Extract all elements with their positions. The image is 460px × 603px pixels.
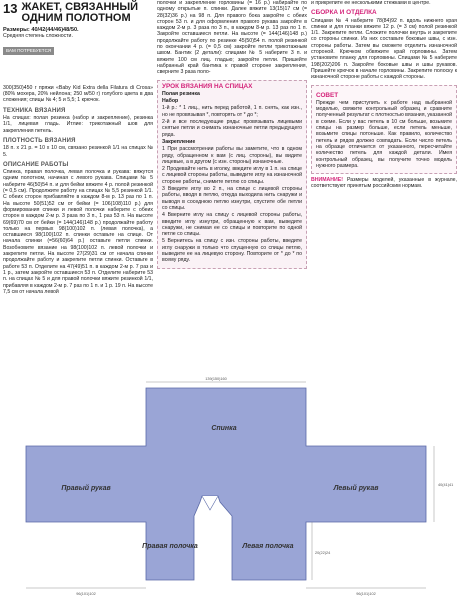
advice-text: Прежде чем приступить к работе над выбранной моделью, свяжите контрольный образец и сравните полученный результат с плотностью вязания, указанной в схеме. Если у вас петель в 10 см больше, возьмите спицы на размер больше, если петель меньше, возьмите спицы потоньше. Как правило, количество петель и рядов должно совпадать. Если число петель на образце отличается от указанного, пересчитайте количество петель для каждой детали. Имея контрольный образец, вы получите точно модель нужного размера.	[316, 99, 452, 169]
lesson-row1: 1-й р.: * 1 лиц., нить перед работой, 1 п. снять, как изн., но не провязывая *, повторять от * до *;	[162, 105, 302, 118]
lesson-all-rows: 2-й и все последующие ряды: провязывать лицевыми снятые петли и снимать изнаночные петли предыдущего ряда.	[162, 119, 302, 138]
label-right-front: Правая полочка	[142, 543, 198, 550]
dim-bottom-left: 96(101)102	[76, 592, 96, 596]
schema-svg	[6, 374, 454, 598]
description-continued: полочки и закрепление горловины (= 16 р.) набирайте по одному открытые п. спинки. Далее вяжите 13(15)17 см (= 28(32)36 р.) на 98 п. Для правого бока закройте с обеих сторон 53 п. и для оформления правого рукава закройте в каждом 2-м р. 3 раза по 3 п., в каждом 8-м р. 13 раз по 1 п. Закройте оставшиеся петли. На высоте (= 144(146)148 р.) продолжайте работу по резинке 45(50)54 п. полой резинкой по окончании 4 р. (= 0,5 см) закройте петли трикотажным швом. Бантик (2 детали): спицами № 5 наберите 3 п. и вяжите 100 см лиц. гладью; закройте петли. Пришейте набранный край бантика к правой стороне закрепления, сверните 3 раза поло-	[157, 0, 307, 76]
column-3	[311, 0, 457, 191]
description-text: Спинка, правая полочка, левая полочка и рукава: вяжутся одним полотном, начиная с левого рукава. Спицами № 5 наберите 46(50)54 п. и для бейки вяжите 4 р. полой резинкой (= 0,5 см). Продолжите работу на спицах № 5,5 резинкой 1/1. С обеих сторон прибавляйте в каждом 8-м р. 13 раз по 1 п. На высоте 50(51)52 см от бейки (= 106(108)110 р.) для формирования спинки и левой полочки наберите с обеих сторон в каждом 2-м р. 3 раза по 3 п., 1 раз 53 п. На высоте 69(69)70 см от бейки (= 144(146)148 р.) продолжайте работу только на первых 98(100)102 п. (левая полочка), а оставшиеся 98(100)102 п. спинки оставьте на спице. От начала спинки (=56(60)64 р.) оставьте петли спинки. Возобновите вязание на 98(100)102 п. левой полочки и закрепите петли. На высоте 27(29)31 см от начала спинки продолжайте работу и закрепите петли спинки. Оставьте в работе 53 п. Отделите на 47(49)51 п. в каждом 2-м р. 7 раз и 1 р., затем закройте оставшиеся 53 п. Отделите наберите 53 п. на спицах № 5 и для правой полочки вяжите резинкой 1/1, прибавляя в каждом 2-м р. 7 раз по 1 п. и 1 р. 19 п. На высоте 7,5 см от начала левой	[3, 169, 153, 295]
label-back: Спинка	[211, 425, 237, 432]
column-1	[3, 0, 153, 296]
warning	[311, 177, 457, 190]
assembly-text: Спицами № 4 наберите 78(84)92 п. вдоль нижнего края спинки и для планки вяжите 12 р. (= 3 см) полой резинкой 1/1. Закрепите петли. Сложите полочки внутрь и закрепите со стороны спинки. Из них составьте боковые швы, с изн. стороны работы. Затем вы сможете отделить изнаночной стороной. Крючком обвяжите край горловины. Затем установите планку для горловины. Спицами № 5 наберите 198(202)206 п. Закройте боковые швы и швы рукавов. Пришейте крючок в начале горловины. Закрепите полоску к изнаночной стороне работы с каждой стороны.	[311, 17, 457, 81]
label-right-sleeve: Правый рукав	[61, 485, 111, 492]
description-title: ОПИСАНИЕ РАБОТЫ	[3, 161, 69, 168]
advice-box	[311, 85, 457, 175]
sizes: Размеры: 40/42(44/46)48/50.	[3, 27, 79, 33]
label-left-front: Левая полочка	[242, 543, 294, 550]
technique-text: На спицах: полая резинка (набор и закрепление), резинка 1/1, лицевая гладь. Итлие: трикотажный шов для закрепления петель.	[3, 115, 153, 134]
lesson-step-3: 3 Введите иглу во 2 п., на спице с лицевой стороны работы, вводя в петлю, откуда выходила нить снаружи и выводя в соседнюю петлю изнутри, спустите обе петли со спицы.	[162, 186, 302, 211]
lesson-subtitle: Полая резинка	[162, 90, 200, 97]
difficulty: Средняя степень сложности.	[3, 33, 73, 40]
warning-label: ВНИМАНИЕ!	[311, 177, 343, 184]
lesson-step-1: 1 При рассмотрении работы вы заметите, что в одном ряду, обращенном к вам (с лиц. стороны), вы видите лицевые, а в другом (с изн. стороны) изнаночные.	[162, 146, 302, 165]
article-number: 13	[3, 1, 18, 16]
materials: 300(350)450 г пряжи «Baby Kid Extra della Filatura di Crosa» (80% мохера, 20% нейлона; 250 м/50 г) голубого цвета в два сложения; спицы № 4; 5 и 5,5; 1 крючок.	[3, 84, 153, 104]
density-text: 18 п. x 21 р. = 10 x 10 см, связано резинкой 1/1 на спицах № 5.	[3, 145, 153, 158]
lesson-close-title: Закрепление	[162, 138, 196, 145]
technique-title: ТЕХНИКА ВЯЗАНИЯ	[3, 107, 66, 114]
column-2	[157, 0, 307, 269]
article-title-2: ОДНИМ ПОЛОТНОМ	[21, 12, 131, 24]
lesson-set-title: Набор	[162, 98, 179, 105]
materials-tag: ВАМ ПОТРЕБУЕТСЯ	[3, 47, 54, 55]
neckline	[202, 496, 218, 510]
advice-title: СОВЕТ	[316, 91, 339, 99]
assembly-title: СБОРКА И ОТДЕЛКА	[311, 9, 377, 17]
article-header	[3, 2, 153, 24]
dim-bottom-right: 96(101)102	[356, 592, 376, 596]
dim-side: 40(41)41	[438, 483, 454, 487]
lesson-step-2: 2 Продевайте нить в иголку, введите иглу в 1 п. на спице с лицевой стороны работы, выведите иглу на изнаночной стороне работы, снимите петлю со спицы.	[162, 166, 302, 185]
warning-text: Размеры моделей, указанные в журнале, соответствуют принятым российским нормам.	[311, 177, 457, 190]
garment-shape	[26, 388, 426, 580]
lesson-title: УРОК ВЯЗАНИЯ НА СПИЦАХ	[162, 82, 253, 90]
dim-top: 139(150)160	[205, 377, 227, 381]
dim-side-lower: 20(22)24	[315, 551, 331, 555]
label-left-sleeve: Левый рукав	[333, 485, 379, 492]
photo-spacer	[3, 59, 153, 85]
lesson-step-4: 4 Вверните иглу на спицу с лицевой стороны работы, введите иглу изнутри, обращенную к вам, выведите снаружи, не снимая ее со спицы и повторите по одной петле со спицы.	[162, 212, 302, 238]
density-title: ПЛОТНОСТЬ ВЯЗАНИЯ	[3, 137, 76, 144]
bow-continued: и прикрепите ее несколькими стежками в центре.	[311, 0, 431, 6]
knitting-schema	[6, 374, 454, 598]
lesson-step-5: 5 Вернитесь на спицу с изн. стороны работы, введите иглу снаружи в только что спущенную со спицы петлю, выведите ее на лицевую сторону. Повторите от * до * по всему ряду.	[162, 238, 302, 264]
article-title-1: ЖАКЕТ, СВЯЗАННЫЙ	[21, 1, 139, 13]
lesson-box	[157, 80, 307, 269]
